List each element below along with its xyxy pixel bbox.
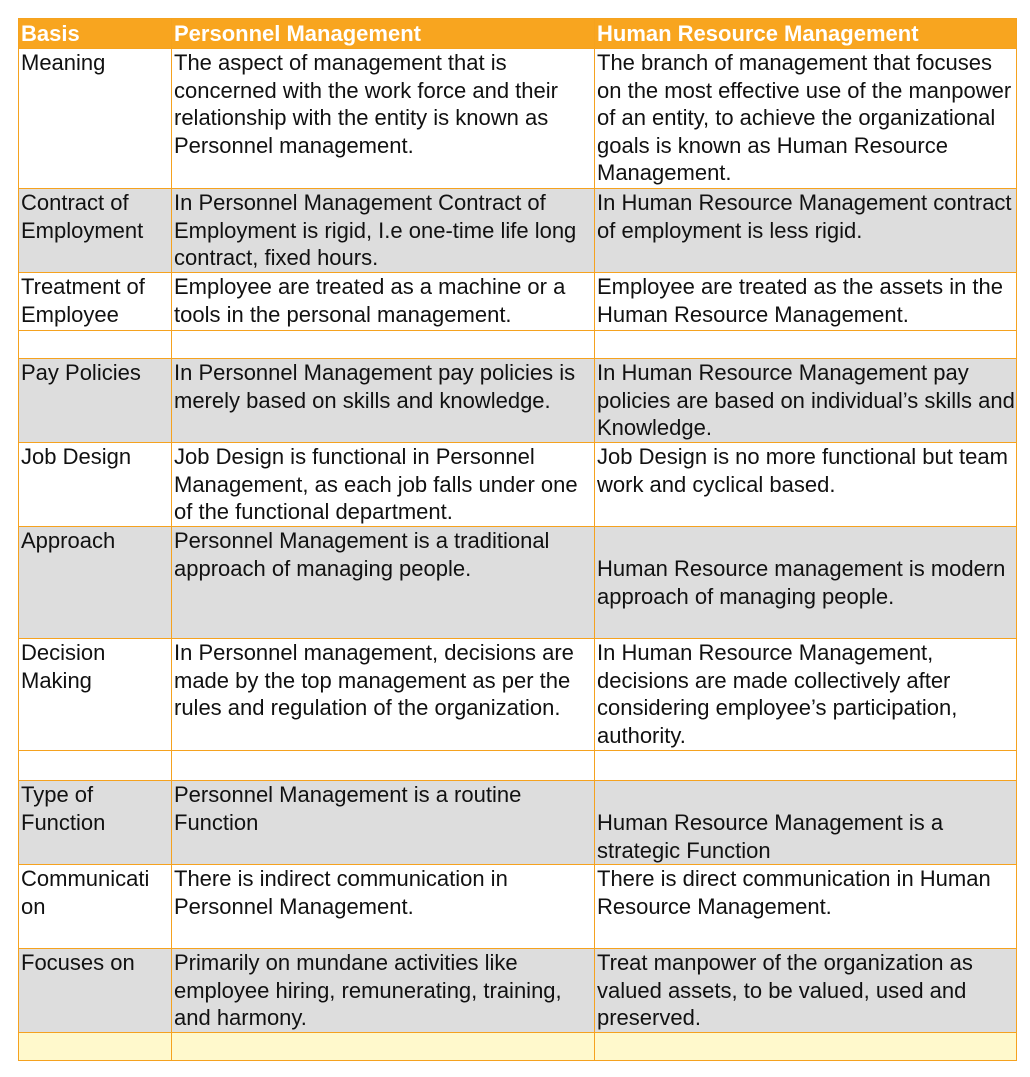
hrm-cell: In Human Resource Management pay policies are based on individual’s skills and Knowledge. (595, 359, 1017, 443)
pm-cell: Job Design is functional in Personnel Management, as each job falls under one of the functional department. (172, 443, 595, 527)
hrm-cell: The branch of management that focuses on the most effective use of the manpower of an entity, to achieve the organizational goals is known as Human Resource Management. (595, 49, 1017, 189)
pm-cell: Primarily on mundane activities like employee hiring, remunerating, training, and harmony. (172, 949, 595, 1033)
table-row (19, 359, 1017, 443)
header-hrm: Human Resource Management (595, 19, 1017, 49)
basis-cell: Approach (19, 527, 172, 639)
hrm-cell: Job Design is no more functional but team work and cyclical based. (595, 443, 1017, 527)
pm-cell: There is indirect communication in Personnel Management. (172, 865, 595, 949)
table-row (19, 949, 1017, 1033)
basis-cell: Contract of Employment (19, 189, 172, 273)
basis-cell: Communicati on (19, 865, 172, 949)
table-row (19, 49, 1017, 189)
hrm-cell: In Human Resource Management, decisions are made collectively after considering employee’s participation, authority. (595, 639, 1017, 751)
empty-row (19, 1033, 1017, 1061)
hrm-cell: Treat manpower of the organization as valued assets, to be valued, used and preserved. (595, 949, 1017, 1033)
pm-cell: Employee are treated as a machine or a tools in the personal management. (172, 273, 595, 331)
basis-cell: Type of Function (19, 781, 172, 865)
table-row (19, 781, 1017, 865)
table-row (19, 273, 1017, 331)
comparison-table (18, 18, 1017, 1061)
table-row (19, 189, 1017, 273)
pm-cell: Personnel Management is a traditional approach of managing people. (172, 527, 595, 639)
empty-cell (172, 331, 595, 359)
hrm-cell: There is direct communication in Human Resource Management. (595, 865, 1017, 949)
empty-cell (172, 751, 595, 781)
pm-cell: Personnel Management is a routine Function (172, 781, 595, 865)
empty-cell (19, 751, 172, 781)
table-row (19, 527, 1017, 639)
basis-cell: Decision Making (19, 639, 172, 751)
pm-cell: In Personnel management, decisions are made by the top management as per the rules and regulation of the organization. (172, 639, 595, 751)
empty-cell (172, 1033, 595, 1061)
empty-cell (595, 1033, 1017, 1061)
hrm-cell: Employee are treated as the assets in the Human Resource Management. (595, 273, 1017, 331)
header-basis: Basis (19, 19, 172, 49)
table-row (19, 443, 1017, 527)
pm-cell: In Personnel Management Contract of Employment is rigid, I.e one-time life long contract, fixed hours. (172, 189, 595, 273)
hrm-cell: Human Resource management is modern approach of managing people. (595, 527, 1017, 639)
empty-cell (19, 331, 172, 359)
basis-cell: Meaning (19, 49, 172, 189)
header-personnel-management: Personnel Management (172, 19, 595, 49)
pm-cell: The aspect of management that is concerned with the work force and their relationship with the entity is known as Personnel management. (172, 49, 595, 189)
basis-cell: Pay Policies (19, 359, 172, 443)
basis-cell: Treatment of Employee (19, 273, 172, 331)
empty-cell (595, 751, 1017, 781)
header-row (19, 19, 1017, 49)
table-row (19, 639, 1017, 751)
empty-row (19, 751, 1017, 781)
empty-cell (19, 1033, 172, 1061)
table-row (19, 865, 1017, 949)
hrm-cell: In Human Resource Management contract of employment is less rigid. (595, 189, 1017, 273)
basis-cell: Focuses on (19, 949, 172, 1033)
empty-cell (595, 331, 1017, 359)
pm-cell: In Personnel Management pay policies is merely based on skills and knowledge. (172, 359, 595, 443)
empty-row (19, 331, 1017, 359)
basis-cell: Job Design (19, 443, 172, 527)
hrm-cell: Human Resource Management is a strategic Function (595, 781, 1017, 865)
